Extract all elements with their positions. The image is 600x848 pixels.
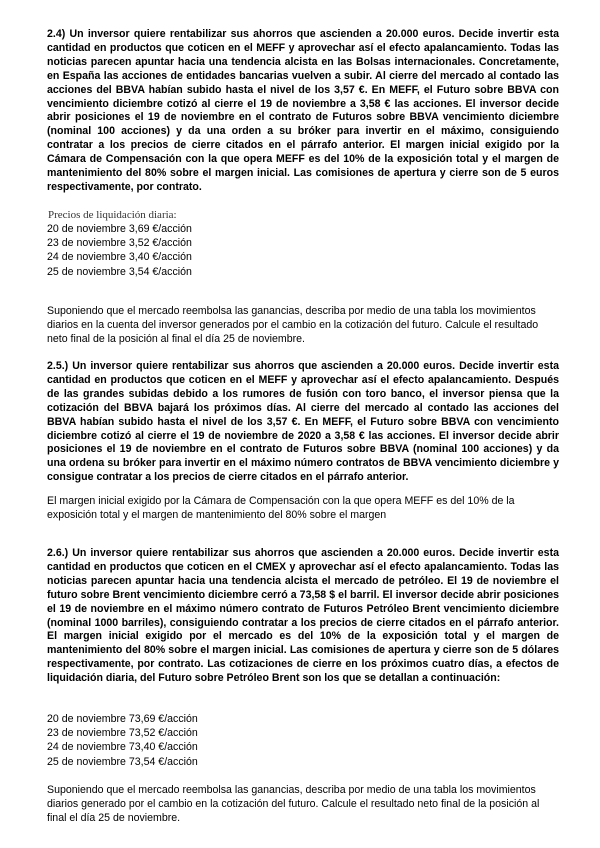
list-item: 24 de noviembre 73,40 €/acción [47, 741, 198, 754]
prices-title: Precios de liquidación diaria: [48, 209, 177, 221]
exercise-2-6-statement: 2.6.) Un inversor quiere rentabilizar sus ahorros que ascienden a 20.000 euros. Decide invertir esta cantidad en productos que coticen en el CMEX y aprovechar así el efecto apalancamiento. Todas las noticias parecen apuntar hacia una tendencia alcista el mercado de petróleo. El 19 de noviembre el futuro sobre Brent vencimiento diciembre cerró a 73,58 $ el barril. El inversor decide abrir posiciones el 19 de noviembre en el máximo número contrato de Futuros Petróleo Brent vencimiento diciembre (nominal 1000 barriles), consiguiendo contratar a los precios de cierre citados en el párrafo anterior. El margen inicial exigido por el mercado es del 10% de la exposición total y el margen de mantenimiento del 80% sobre el margen inicial. Las comisiones de apertura y cierre son de 5 dólares respectivamente, por contrato. Las cotizaciones de cierre en los próximos cuatro días, a efectos de liquidación diaria, del Futuro sobre Petróleo Brent son los que se detallan a continuación: [47, 547, 559, 685]
exercise-2-4-question: Suponiendo que el mercado reembolsa las ganancias, describa por medio de una tabla los movimientos diarios en la cuenta del inversor generados por el cambio en la cotización del futuro. Calcule el resultado neto final de la posición al final el día 25 de noviembre. [47, 305, 539, 345]
list-item: 24 de noviembre 3,40 €/acción [47, 251, 192, 264]
price-list-2-4 [47, 222, 192, 279]
exercise-2-4-statement: 2.4) Un inversor quiere rentabilizar sus ahorros que ascienden a 20.000 euros. Decide invertir esta cantidad en productos que coticen en el MEFF y aprovechar así el efecto apalancamiento. Todas las noticias parecen apuntar hacia una tendencia alcista en las Bolsas internacionales. Concretamente, en España las acciones de entidades bancarias vuelven a subir. Al cierre del mercado al contado las acciones del BBVA habían subido hasta el nivel de los 3,57 €. En MEFF, el Futuro sobre BBVA con vencimiento diciembre cotizó al cierre el 19 de noviembre a 3,58 € las acciones. El inversor decide abrir posiciones el 19 de noviembre en el contrato de Futuros sobre BBVA vencimiento diciembre (nominal 100 acciones) y da una orden a su bróker para invertir en el máximo, consiguiendo contratar a los precios de cierre citados en el párrafo anterior. El margen inicial exigido por la Cámara de Compensación con la que opera MEFF es del 10% de la exposición total y el margen de mantenimiento del 80% sobre el margen inicial. Las comisiones de apertura y cierre son de 5 euros respectivamente, por contrato. [47, 28, 559, 193]
list-item: 23 de noviembre 3,52 €/acción [47, 237, 192, 250]
list-item: 23 de noviembre 73,52 €/acción [47, 727, 198, 740]
list-item: 20 de noviembre 3,69 €/acción [47, 223, 192, 235]
list-item: 25 de noviembre 73,54 €/acción [47, 755, 198, 768]
list-item: 25 de noviembre 3,54 €/acción [47, 265, 192, 278]
exercise-2-5-statement: 2.5.) Un inversor quiere rentabilizar sus ahorros que ascienden a 20.000 euros. Decide invertir esta cantidad en productos que coticen en el MEFF y aprovechar así el efecto apalancamiento. Después de las grandes subidas debido a los rumores de fusión con toro banco, el inversor piensa que la cotización del BBVA bajará los próximos días. Al cierre del mercado al contado las acciones del BBVA habían subido hasta el nivel de los 3,57 €. En MEFF, el Futuro sobre BBVA con vencimiento diciembre cotizó al cierre el 19 de noviembre de 2020 a 3,58 € las acciones. El inversor decide abrir posiciones el 19 de noviembre en el contrato de Futuros sobre BBVA (nominal 100 acciones) y da una ordena su bróker para invertir en el máximo número contratos de BBVA vencimiento diciembre y consigue contratar a los precios de cierre citados en el párrafo anterior. [47, 360, 559, 484]
exercise-2-6-question: Suponiendo que el mercado reembolsa las ganancias, describa por medio de una tabla los movimientos diarios generado por el cambio en la cotización del futuro. Calcule el resultado neto final de la posición al final el día 25 de noviembre. [47, 784, 540, 824]
exercise-2-5-margin: El margen inicial exigido por la Cámara de Compensación con la que opera MEFF es del 10% de la exposición total y el margen de mantenimiento del 80% sobre el margen [47, 495, 515, 521]
price-list-2-6 [47, 712, 198, 769]
list-item: 20 de noviembre 73,69 €/acción [47, 713, 198, 725]
